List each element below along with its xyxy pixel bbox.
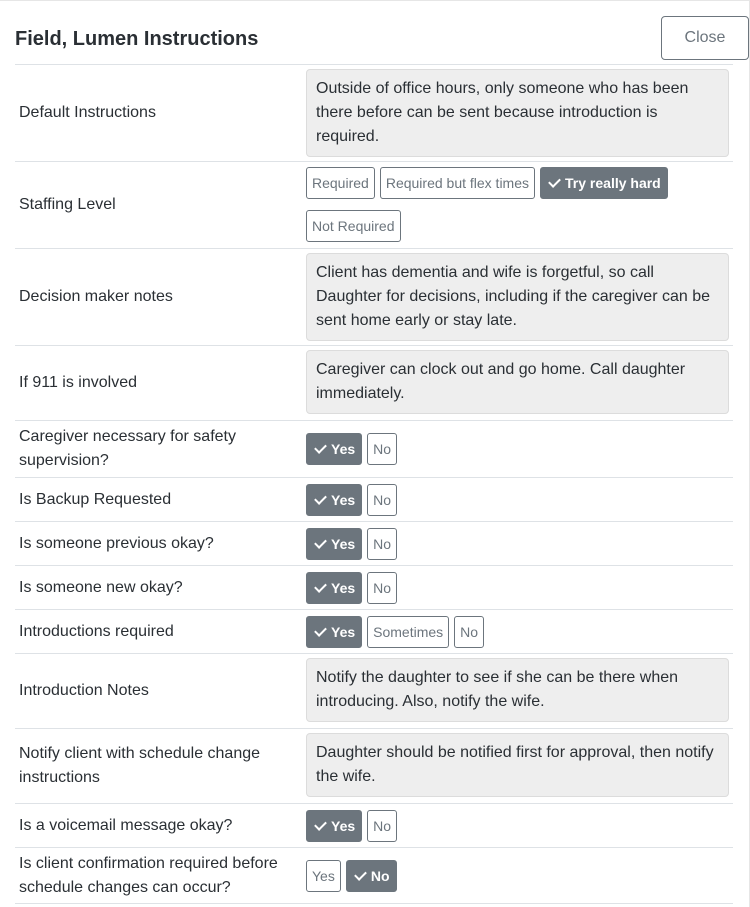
- option-no-button[interactable]: [367, 810, 397, 842]
- instruction-row-introductions-required: [15, 609, 733, 653]
- option-label: Yes: [331, 535, 356, 552]
- option-label: Try really hard: [565, 175, 661, 191]
- option-yes-button[interactable]: [306, 528, 362, 560]
- checkmark-icon: [314, 441, 327, 454]
- checkmark-icon: [314, 580, 327, 593]
- row-label: Introductions required: [19, 622, 174, 640]
- option-required-button[interactable]: [306, 167, 375, 199]
- row-label: Is a voicemail message okay?: [19, 816, 233, 834]
- option-no-button[interactable]: [367, 484, 397, 516]
- option-yes-button[interactable]: [306, 810, 362, 842]
- row-label: Is client confirmation required before schedule changes can occur?: [19, 854, 278, 896]
- instruction-row-caregiver-necessary-for-safety-supervision: [15, 420, 733, 477]
- instruction-note: Daughter should be notified first for approval, then notify the wife.: [306, 733, 729, 797]
- option-label: No: [373, 579, 392, 596]
- option-no-button[interactable]: [367, 572, 397, 604]
- instruction-row-is-a-voicemail-message-okay: [15, 803, 733, 847]
- checkmark-icon: [314, 624, 327, 637]
- instruction-row-is-someone-previous-okay: [15, 521, 733, 565]
- row-label: Is someone new okay?: [19, 578, 183, 596]
- option-group: [306, 810, 402, 842]
- option-yes-button[interactable]: [306, 433, 362, 465]
- option-group: [306, 433, 402, 465]
- dialog-title: Field, Lumen Instructions: [15, 28, 259, 50]
- option-label: Not Required: [312, 218, 395, 234]
- checkmark-icon: [314, 536, 327, 549]
- option-try-really-hard-button[interactable]: [540, 167, 668, 199]
- dialog-top-border: [0, 0, 750, 1]
- option-not-required-button[interactable]: [306, 210, 401, 242]
- option-group: [306, 484, 402, 516]
- option-label: Required but flex times: [385, 175, 530, 191]
- instruction-row-staffing-level: [15, 161, 733, 248]
- option-required-but-flex-times-button[interactable]: [380, 167, 535, 199]
- option-label: No: [460, 623, 479, 640]
- option-label: No: [373, 491, 392, 508]
- option-yes-button[interactable]: [306, 860, 341, 892]
- option-group: [306, 572, 402, 604]
- row-label: Default Instructions: [19, 104, 156, 121]
- option-label: Yes: [312, 867, 335, 884]
- option-label: Yes: [331, 491, 356, 508]
- instruction-row-is-someone-new-okay: [15, 565, 733, 609]
- option-group: [306, 860, 402, 892]
- option-label: Yes: [331, 579, 356, 596]
- option-label: Sometimes: [373, 623, 444, 640]
- option-no-button[interactable]: [367, 528, 397, 560]
- option-group: [306, 167, 706, 253]
- row-label: Caregiver necessary for safety supervision?: [19, 428, 236, 469]
- instruction-row-notify-client-with-schedule-change-instructions: [15, 728, 733, 803]
- option-sometimes-button[interactable]: [367, 616, 449, 648]
- row-label: Introduction Notes: [19, 682, 149, 699]
- row-label: Staffing Level: [19, 196, 116, 213]
- option-no-button[interactable]: [367, 433, 397, 465]
- option-no-button[interactable]: [346, 860, 397, 892]
- option-yes-button[interactable]: [306, 484, 362, 516]
- row-label: Notify client with schedule change instructions: [19, 745, 261, 786]
- row-label: Is someone previous okay?: [19, 534, 214, 552]
- option-label: No: [373, 817, 392, 834]
- instruction-row-decision-maker-notes: [15, 248, 733, 345]
- option-yes-button[interactable]: [306, 616, 362, 648]
- instruction-row-is-client-confirmation-required-before-schedule-changes-can-occur: [15, 847, 733, 904]
- close-button[interactable]: Close: [661, 16, 749, 60]
- checkmark-icon: [548, 175, 561, 188]
- checkmark-icon: [314, 818, 327, 831]
- option-label: No: [370, 867, 390, 884]
- option-label: Yes: [331, 817, 356, 834]
- instruction-row-default-instructions: [15, 64, 733, 161]
- instruction-row-introduction-notes: [15, 653, 733, 728]
- option-label: No: [373, 441, 392, 457]
- option-label: Yes: [331, 441, 356, 457]
- option-group: [306, 616, 489, 648]
- instruction-row-if-911-is-involved: [15, 345, 733, 420]
- checkmark-icon: [314, 492, 327, 505]
- row-label: Decision maker notes: [19, 288, 173, 305]
- instruction-note: Client has dementia and wife is forgetful, so call Daughter for decisions, including if the caregiver can be sent home early or stay late.: [306, 253, 729, 341]
- checkmark-icon: [354, 868, 367, 881]
- option-no-button[interactable]: [454, 616, 484, 648]
- instruction-note: Caregiver can clock out and go home. Call daughter immediately.: [306, 350, 729, 414]
- instruction-row-is-backup-requested: [15, 477, 733, 521]
- instruction-note: Outside of office hours, only someone who has been there before can be sent because introduction is required.: [306, 69, 729, 157]
- option-label: Required: [312, 175, 369, 191]
- row-label: If 911 is involved: [19, 374, 137, 391]
- instruction-note: Notify the daughter to see if she can be there when introducing. Also, notify the wife.: [306, 658, 729, 722]
- instructions-list: [15, 64, 733, 904]
- dialog-header: [15, 16, 749, 64]
- option-label: Yes: [331, 623, 356, 640]
- option-yes-button[interactable]: [306, 572, 362, 604]
- option-label: No: [373, 535, 392, 552]
- option-group: [306, 528, 402, 560]
- row-label: Is Backup Requested: [19, 490, 172, 508]
